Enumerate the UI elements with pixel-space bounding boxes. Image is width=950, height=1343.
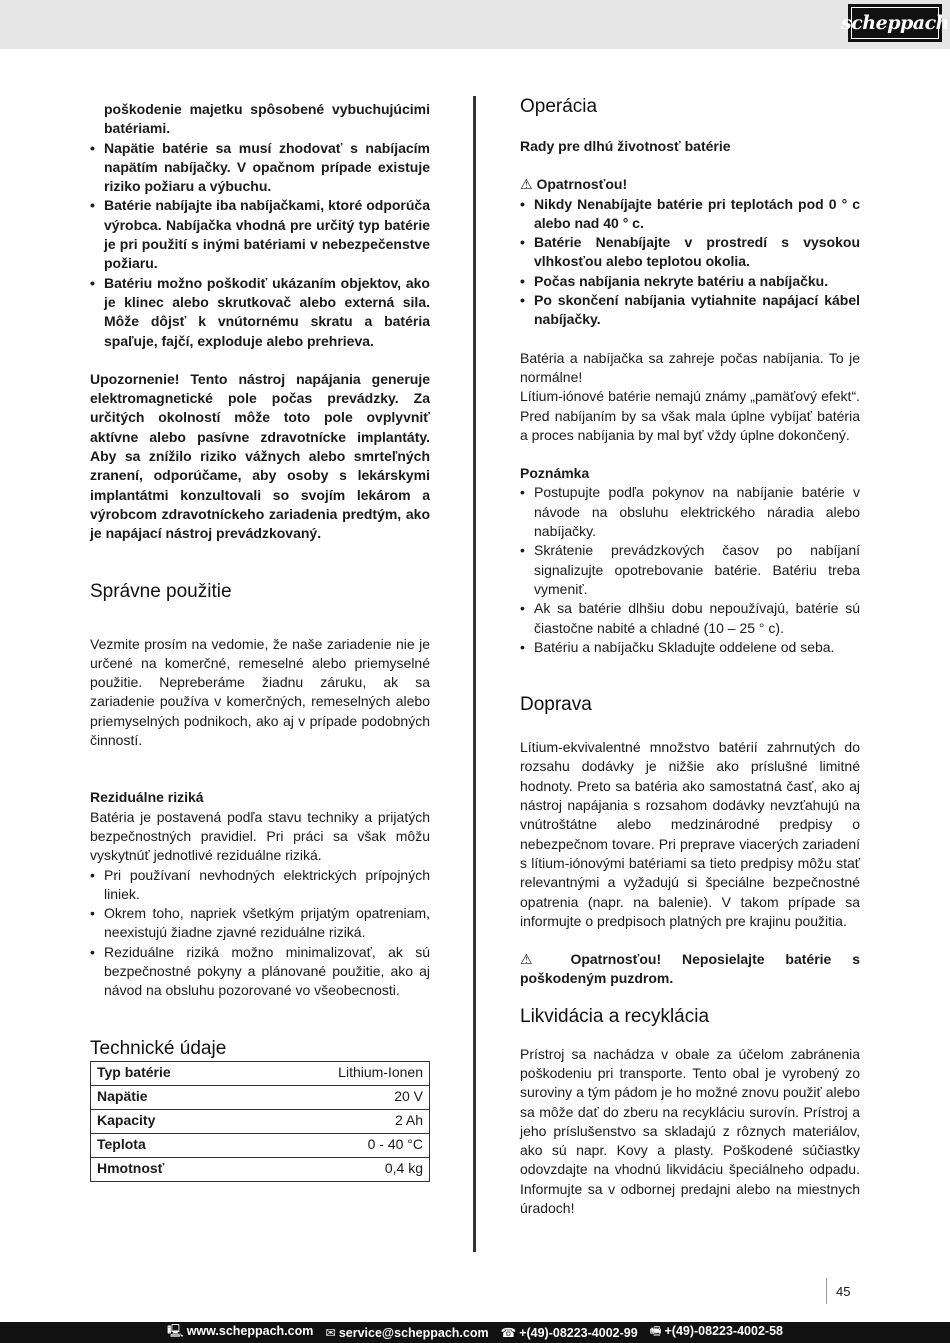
mail-icon: ✉ xyxy=(325,1326,336,1340)
transport-text: Lítium-ekvivalentné množstvo batérií zahrnutých do rozsahu dodávky je nižšie ako príslušné limitné hodnoty. Preto sa batéria ako samostatná časť, ako aj nástroj napájania s rozsahom dodávky nevzťahujú na vnútroštátne alebo medzinárodné predpisy o nebezpečnom tovare. Pri preprave viacerých zariadení s lítium-iónovými batériami sa tieto predpisy môžu stať relevantnými a vyžadujú si špeciálne bezpečnostné opatrenia (napr. na balenie). V takom prípade sa informujte o predpisoch platných pre krajinu použitia. xyxy=(520,739,860,929)
tech-key: Hmotnosť xyxy=(91,1157,250,1181)
disposal-text: Prístroj sa nachádza v obale za účelom zabránenia poškodeniu pri transporte. Tento obal je vyrobený zo suroviny a tým pádom je ho možné znovu použiť alebo sa môže dať do zberu na recykláciu surovín. Prístroj a jeho príslušenstvo sa skladajú z rôznych materiálov, ako sú napr. Kovy a plasty. Poškodené súčiastky odovzdajte na vhodnú likvidáciu špeciálneho odpadu. Informujte sa v odbornej predajni alebo na miestnych úradoch! xyxy=(520,1045,860,1217)
fax-icon: 🖷 xyxy=(649,1324,662,1338)
list-item: • Batérie nabíjajte iba nabíjačkami, ktoré odporúča výrobca. Nabíjačka vhodná pre určitý typ batérie je pri použití s inými batériami v nebezpečenstve požiaru. xyxy=(90,196,430,273)
tech-key: Teplota xyxy=(91,1133,250,1157)
list-item: • Batériu a nabíjačku Skladujte oddelene od seba. xyxy=(520,638,860,657)
proper-use-heading: Správne použitie xyxy=(90,580,232,602)
caution-list xyxy=(520,195,860,330)
left-column xyxy=(90,100,430,1182)
tech-data-table xyxy=(90,1061,430,1182)
footer-fax xyxy=(650,1322,783,1343)
right-column xyxy=(520,95,860,1218)
column-divider xyxy=(473,96,476,1252)
table-row xyxy=(91,1109,430,1133)
operation-heading: Operácia xyxy=(520,96,598,117)
table-row xyxy=(91,1133,430,1157)
list-item: • Počas nabíjania nekryte batériu a nabíjačku. xyxy=(520,272,860,291)
tech-value: 2 Ah xyxy=(250,1109,430,1133)
list-item: • Ak sa batérie dlhšiu dobu nepoužívajú, batérie sú čiastočne nabité a chladné (10 – 25 ° c). xyxy=(520,599,860,638)
email-address: service@scheppach.com xyxy=(338,1326,489,1340)
scheppach-logo: scheppach xyxy=(848,4,942,42)
tech-key: Kapacity xyxy=(91,1109,250,1133)
table-row xyxy=(91,1157,430,1181)
list-item: • Batérie Nenabíjajte v prostredí s vysokou vlhkosťou alebo teplotou okolia. xyxy=(520,233,860,272)
list-item: • Reziduálne riziká možno minimalizovať, ak sú bezpečnostné pokyny a plánované použitie, ako aj návod na obsluhu pozorované vo všeobecnosti. xyxy=(90,943,430,1001)
list-item: • Postupujte podľa pokynov na nabíjanie batérie v návode na obsluhu elektrického náradia alebo nabíjačky. xyxy=(520,483,860,541)
transport-warning: ⚠ Opatrnosťou! Neposielajte batérie s poškodeným puzdrom. xyxy=(520,951,860,987)
list-item: • Nikdy Nenabíjajte batérie pri teplotách pod 0 ° c alebo nad 40 ° c. xyxy=(520,195,860,234)
list-item: • Okrem toho, napriek všetkým prijatým opatreniam, neexistujú žiadne zjavné reziduálne riziká. xyxy=(90,904,430,943)
charging-note-1: Batéria a nabíjačka sa zahreje počas nabíjania. To je normálne! xyxy=(520,349,860,385)
emf-warning: Upozornenie! Tento nástroj napájania generuje elektromagnetické pole počas prevádzky. Za určitých okolností môže toto pole ovplyvniť aktívne alebo pasívne zdravotnícke implantáty. Aby sa znížilo riziko vážnych alebo smrteľných zranení, odporúčame, aby osoby s lekárskymi implantátmi konzultovali so svojím lekárom a výrobcom zdravotníckeho zariadenia predtým, ako je napájací nástroj prevádzkovaný. xyxy=(90,370,430,542)
list-item: • Napätie batérie sa musí zhodovať s nabíjacím napätím nabíjačky. V opačnom prípade existuje riziko požiaru a výbuchu. xyxy=(90,139,430,197)
disposal-heading: Likvidácia a recyklácia xyxy=(520,1005,710,1027)
list-item: • Pri používaní nevhodných elektrických prípojných liniek. xyxy=(90,866,430,905)
residual-risks-list xyxy=(90,866,430,1001)
proper-use-text: Vezmite prosím na vedomie, že naše zariadenie nie je určené na komerčné, remeselné alebo priemyselné použitie. Nepreberáme žiadnu záruku, ak sa zariadenie používa v komerčných, remeselných alebo priemyselných podnikoch, ako aj v prípade podobných činností. xyxy=(90,635,430,749)
caution-label: ⚠ Opatrnosťou! xyxy=(520,176,628,193)
tech-key: Napätie xyxy=(91,1085,250,1109)
residual-risks-heading: Reziduálne riziká xyxy=(90,789,204,806)
note-list xyxy=(520,483,860,657)
page-number: 45 xyxy=(836,1284,851,1299)
table-row xyxy=(91,1085,430,1109)
fax-number: +(49)-08223-4002-58 xyxy=(664,1324,783,1338)
computer-icon: 🖳 xyxy=(167,1324,184,1338)
footer-phone xyxy=(501,1325,638,1340)
footer-bar xyxy=(0,1322,950,1343)
residual-risks-text: Batéria je postavená podľa stavu techniky a prijatých bezpečnostných pravidiel. Pri práci sa však môžu vyskytnúť jednotlivé reziduálne riziká. xyxy=(90,808,430,864)
footer-email xyxy=(325,1325,488,1340)
tech-value: 20 V xyxy=(250,1085,430,1109)
tech-key: Typ batérie xyxy=(91,1061,250,1085)
footer-web xyxy=(167,1322,313,1343)
phone-number: +(49)-08223-4002-99 xyxy=(519,1326,638,1340)
tech-data-heading: Technické údaje xyxy=(90,1037,227,1059)
page-number-rule xyxy=(826,1278,827,1304)
tech-value: Lithium-Ionen xyxy=(250,1061,430,1085)
tech-value: 0 - 40 °C xyxy=(250,1133,430,1157)
header-bar xyxy=(0,0,950,49)
charging-note-2: Lítium-iónové batérie nemajú známy „pamäťový efekt“. Pred nabíjaním by sa však mala úplne vybíjať batéria a proces nabíjania by mal byť vždy úplne dokončený. xyxy=(520,388,860,443)
list-item: poškodenie majetku spôsobené vybuchujúcimi batériami. xyxy=(104,101,430,137)
transport-heading: Doprava xyxy=(520,694,592,716)
tech-value: 0,4 kg xyxy=(250,1157,430,1181)
list-item: • Po skončení nabíjania vytiahnite napájací kábel nabíjačky. xyxy=(520,291,860,330)
note-heading: Poznámka xyxy=(520,465,590,482)
web-address: www.scheppach.com xyxy=(186,1324,314,1338)
tips-heading: Rady pre dlhú životnosť batérie xyxy=(520,138,731,154)
table-row xyxy=(91,1061,430,1085)
battery-safety-list xyxy=(90,100,430,351)
list-item: • Batériu možno poškodiť ukázaním objektov, ako je klinec alebo skrutkovač alebo externá sila. Môže dôjsť k vnútornému skratu a batéria spaľuje, fajčí, exploduje alebo prehrieva. xyxy=(90,274,430,351)
list-item: • Skrátenie prevádzkových časov po nabíjaní signalizujte opotrebovanie batérie. Batériu treba vymeniť. xyxy=(520,541,860,599)
phone-icon: ☎ xyxy=(500,1326,517,1340)
